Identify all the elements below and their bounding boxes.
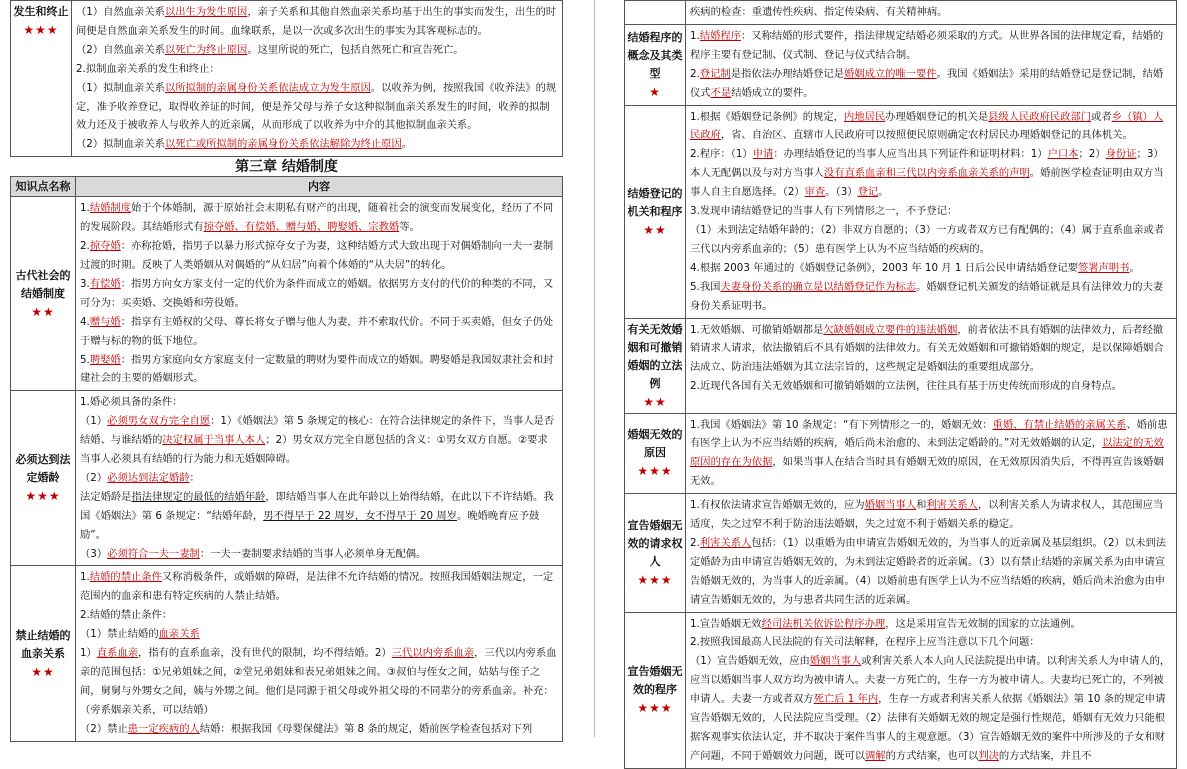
text-segment: （1）宣告婚姻无效，应由	[690, 655, 810, 668]
right-page	[624, 0, 1177, 762]
knowledge-table-right	[624, 0, 1177, 769]
content-cell	[686, 105, 1177, 318]
content-line	[76, 60, 558, 79]
text-segment: 。婚姻登记机关颁发的结婚证就是具有法律效力的夫妻身份关系证明书。	[690, 280, 1164, 312]
highlight-term: 身份证	[1105, 148, 1137, 161]
row-title: 婚姻无效的原因	[627, 428, 683, 460]
row-title-cell	[11, 566, 76, 741]
underlined-term: 指法律规定的最低的结婚年龄	[131, 490, 266, 503]
row-title-cell	[625, 318, 686, 413]
text-segment: ：指男方家庭向女方家庭支付一定数量的聘财为要件而成立的婚姻。聘娶婚是我国奴隶社会和封建社会的主要的婚姻形式。	[80, 353, 554, 385]
knowledge-row	[625, 612, 1177, 768]
text-segment: （1）未到法定结婚年龄的；（2）非双方自愿的；（3）一方或者双方已有配偶的；（4）属于直系血亲或者三代以内旁系血亲的；（5）患有医学上认为不应当结婚的疾病的。	[690, 223, 1165, 255]
highlight-term: 赠与婚	[89, 315, 121, 328]
text-segment: ：指男方向女方家支付一定的代价为条件而成立的婚姻。依据男方支付的代价的种类的不同，又可分为：买卖婚、交换婚和劳役婚。	[80, 277, 554, 309]
top-table	[10, 0, 563, 157]
content-cell	[76, 391, 563, 566]
content-line	[80, 720, 558, 739]
header-name: 知识点名称	[11, 177, 76, 197]
content-line	[690, 534, 1172, 610]
highlight-term: 结婚程序	[699, 29, 742, 42]
text-segment: ：办理结婚登记的当事人应当出具下列证件和证明材料：1）	[773, 148, 1048, 161]
content-line	[76, 135, 558, 154]
knowledge-table	[10, 176, 563, 741]
knowledge-row	[625, 105, 1177, 318]
row-title-cell	[11, 197, 76, 391]
text-segment: 1.	[80, 571, 90, 584]
content-cell	[686, 612, 1177, 768]
row-title-cell	[625, 105, 686, 318]
highlight-term: 乡（镇）人民政府	[690, 110, 1164, 142]
text-segment: 、婚前患有医学上认为不应当结婚的疾病，婚后尚未治愈的、未到法定婚龄的。”对无效婚姻的认定，	[690, 418, 1168, 450]
text-segment: ：	[189, 471, 200, 484]
text-segment: ：亦称抢婚，指男子以暴力形式掠夺女子为妻，这种结婚方式大致出现于对偶婚制向一夫一妻制过渡的时期。反映了人类婚姻从对偶婚的“从妇居”向着个体婚的“从夫居”的转化。	[80, 240, 554, 271]
highlight-term: 婚姻成立的唯一要件	[843, 67, 937, 80]
text-segment: 2.	[690, 67, 700, 80]
text-segment: 。	[878, 186, 889, 199]
star-rating: ★★	[643, 222, 667, 237]
text-segment: 2.拟制血亲关系的发生和终止：	[76, 62, 220, 75]
text-segment: ，如果当事人在结合当时具有婚姻无效的原因，在无效原因消失后，不得再宣告该婚姻无效。	[690, 456, 1164, 488]
text-segment: （2）拟制血亲关系	[76, 138, 165, 151]
chapter-title: 第三章 结婚制度	[235, 159, 338, 176]
highlight-term: 决定权属于当事人本人	[162, 434, 266, 447]
content-line	[80, 199, 558, 237]
content-line	[80, 469, 558, 488]
content-line	[80, 393, 558, 412]
knowledge-row	[625, 318, 1177, 413]
content-line	[690, 496, 1172, 534]
content-cell	[686, 1, 1177, 25]
highlight-term: 直系血亲	[96, 647, 139, 660]
text-segment: 疾病的检查：重遗传性疾病、指定传染病、有关精神病。	[690, 6, 948, 18]
highlight-term: 利害关系人	[926, 499, 978, 512]
text-segment: 包括：（1）以重婚为由申请宣告婚姻无效的，为当事人的近亲属及基层组织。（2）以未到法定婚龄为由申请宣告婚姻无效的，为未到法定婚龄者的近亲属。（3）以有禁止结婚的亲属关系为由申请宣告婚姻无效的，为当事人的近亲属。（4）以婚前患有医学上认为不应当结婚的疾病，婚后尚未治愈为由申请宣告婚姻无效的，为与患者共同生活的近亲属。	[690, 536, 1166, 606]
content-line	[80, 275, 558, 313]
content-line	[690, 65, 1172, 103]
text-segment: 和	[916, 499, 927, 512]
highlight-term: 以死亡为终止原因	[164, 43, 248, 56]
text-segment: 。（3）	[825, 186, 858, 199]
row-title: 古代社会的结婚制度	[15, 268, 71, 300]
highlight-term: 以法定的无效原因的存在为依据	[690, 437, 1164, 469]
row-title: 宣告婚姻无效的请求权人	[627, 518, 683, 568]
highlight-term: 登记制	[699, 67, 731, 80]
text-segment: ，生存一方或者利害关系人依据《婚姻法》第 10 条的规定申请宣告婚姻无效的，人民法院应当受理。（2）法律有关婚姻无效的规定是强行性规范，婚姻有无效力只能根据客观事实依法认定，并不取决于案件当事人的主观意愿。（3）宣告婚姻无效的案件中所涉及的子女和财产问题，不同于婚姻效力问题，既可以	[690, 693, 1166, 762]
content-line	[80, 237, 558, 275]
row-title: 发生和终止	[13, 5, 69, 18]
text-segment: 办理婚姻登记的机关是	[885, 110, 989, 123]
row-title: 必须达到法定婚龄	[15, 453, 71, 485]
text-segment: 法定婚龄是	[80, 490, 132, 503]
highlight-term: 欠缺婚姻成立要件的违法婚姻	[823, 323, 958, 336]
highlight-term: 经司法机关依诉讼程序办理	[761, 617, 886, 630]
text-segment: ；2）	[1078, 148, 1106, 161]
text-segment: ，前者依法不具有婚姻的法律效力，后者经撤销请求人请求，依法撤销后不具有婚姻的法律效力。有关无效婚姻和可撤销婚姻的规定，是以保障婚姻合法成立、防治违法婚姻为其立法宗旨的，这些规定是婚姻法的重要组成部分。	[690, 323, 1164, 374]
highlight-term: 结婚制度	[89, 202, 132, 215]
content-line	[690, 615, 1172, 634]
highlight-term: 必须符合一夫一妻制	[107, 547, 200, 560]
text-segment: 的方式结案，也可以	[885, 749, 979, 762]
highlight-term: 调解	[865, 749, 886, 762]
text-segment: 2.结婚的禁止条件：	[80, 609, 173, 622]
highlight-term: 县级人民政府民政部门	[988, 110, 1092, 123]
text-segment: 1.	[690, 29, 700, 42]
row-title: 结婚登记的机关和程序	[627, 186, 683, 218]
content-line	[690, 652, 1172, 765]
text-segment: 3.发现申请结婚登记的当事人有下列情形之一，不予登记：	[690, 205, 958, 218]
text-segment: 5.	[80, 353, 90, 366]
content-line	[690, 321, 1172, 378]
star-rating: ★★★	[637, 464, 673, 479]
highlight-term: 审查	[804, 186, 826, 199]
text-segment: 始于个体婚制，源于原始社会末期私有财产的出现，随着社会的演变而发展变化，经历了不同的发展阶段。其结婚形式有	[80, 202, 554, 234]
text-segment: 5.我国	[690, 280, 721, 293]
right-rows	[625, 24, 1177, 768]
row-title-cell	[11, 391, 76, 566]
text-segment: ：一夫一妻制要求结婚的当事人必须单身无配偶。	[199, 547, 427, 560]
highlight-term: 掠夺婚、有偿婚、赠与婚、聘娶婚、宗教婚	[203, 221, 400, 234]
content-line	[690, 416, 1172, 492]
left-rows	[11, 197, 563, 741]
text-segment: 。晚婚晚育应予鼓励”。	[80, 509, 540, 541]
content-line	[80, 644, 558, 720]
text-segment: ；3）本人无配偶以及与对方当事人	[690, 148, 1164, 180]
highlight-term: 患一定疾病的人	[127, 722, 200, 735]
text-segment: ：1）《婚姻法》第 5 条规定的核心：在符合法律规定的条件下，当事人是否结婚、与谁结婚的	[80, 415, 555, 447]
knowledge-row	[625, 413, 1177, 494]
content-line	[80, 412, 558, 469]
row-title-cell	[625, 24, 686, 105]
row-title: 宣告婚姻无效的程序	[627, 665, 683, 697]
row-title: 有关无效婚姻和可撤销婚姻的立法例	[627, 322, 683, 390]
text-segment: ，三代以内旁系血亲的范围包括：①兄弟姐妹之间，②堂兄弟姐妹和表兄弟姐妹之间。③叔伯与侄女之间，姑姑与侄子之间，舅舅与外甥女之间，姨与外甥之间。他们是同源于祖父母或外祖父母的不同辈分的旁系血亲。补充：（旁系姻亲关系，可以结婚）	[80, 647, 557, 716]
text-segment: 1.根据《婚姻登记条例》的规定，	[690, 110, 844, 123]
content-line	[80, 625, 558, 644]
highlight-term: 不是	[710, 86, 732, 99]
text-segment: 结婚：根据我国《母婴保健法》第 8 条的规定，婚前医学检查包括对下列	[199, 722, 533, 735]
content-line	[690, 202, 1172, 221]
row-title-cell	[625, 413, 686, 494]
text-segment: 或利害关系人本人向人民法院提出申请。以利害关系人为申请人的，应当以婚姻当事人双方均为被申请人。夫妻一方死亡的，生存一方为被申请人。夫妻均已死亡的，不列被申请人。夫妻一方或者双方	[690, 655, 1171, 706]
highlight-term: 户口本	[1047, 148, 1079, 161]
text-segment: 2.近现代各国有关无效婚姻和可撤销婚姻的立法例，往往具有基于历史传统而形成的自身特点。	[690, 380, 1122, 393]
text-segment: 。	[1129, 261, 1140, 274]
content-line	[80, 488, 558, 545]
text-segment: 1.有权依法请求宣告婚姻无效的，应为	[690, 499, 865, 512]
text-segment: ；2）男女双方完全自愿包括的含义：①男女双方自愿。②要求当事人必须具有结婚的行为能力和无婚姻障碍。	[80, 434, 548, 466]
content-line	[690, 633, 1172, 652]
content-line	[76, 3, 558, 41]
content-line	[690, 377, 1172, 396]
content-line	[80, 351, 558, 389]
text-segment: 又称消极条件，或婚姻的障碍，是法律不允许结婚的情况。按照我国婚姻法规定，一定范围内的血亲和患有特定疾病的人禁止结婚。	[80, 571, 554, 603]
highlight-term: 死亡后 1 年内	[813, 693, 879, 706]
highlight-term: 结婚的禁止条件	[89, 571, 162, 584]
knowledge-row	[11, 391, 563, 566]
text-segment: （2）禁止	[80, 722, 128, 735]
row-title: 禁止结婚的血亲关系	[15, 628, 71, 660]
text-segment: 等。	[399, 221, 420, 234]
text-segment: （1）	[80, 415, 108, 428]
text-segment: （3）	[80, 547, 108, 560]
underlined-term: 男不得早于 22 周岁，女不得早于 20 周岁	[263, 509, 457, 522]
text-segment: （2）	[80, 471, 108, 484]
text-segment: 2.	[80, 240, 90, 253]
highlight-term: 签署声明书	[1077, 261, 1130, 274]
header-content: 内容	[76, 177, 563, 197]
text-segment: ，亲子关系和其他自然血亲关系均基于出生的事实而发生，出生的时间便是自然血亲关系发生的时间。血缘联系，是以一次或多次出生的事实为其客观标志的。	[76, 6, 557, 37]
star-rating: ★★★	[637, 701, 673, 716]
highlight-term: 掠夺婚	[89, 240, 121, 253]
text-segment: ：指享有主婚权的父母、尊长将女子赠与他人为妻，并不索取代价。不同于买卖婚，但女子仍处于赠与标的物的低下地位。	[80, 315, 554, 347]
star-rating: ★★	[31, 304, 55, 319]
text-segment: 2.按照我国最高人民法院的有关司法解释，在程序上应当注意以下几个问题：	[690, 636, 1040, 649]
highlight-term: 婚姻当事人	[864, 499, 917, 512]
text-segment: ，即结婚当事人在此年龄以上始得结婚，在此以下不许结婚。我国《婚姻法》第 6 条规定：“结婚年龄，	[80, 490, 554, 522]
content-line	[690, 278, 1172, 316]
content-cell	[686, 24, 1177, 105]
star-rating: ★★	[643, 394, 667, 409]
text-segment: 。以收养为例，按照我国《收养法》的规定，准予收养登记，取得收养证的时间，便是养父母与养子女这种拟制血亲关系发生的时间，收养的拟制效力还及于被收养人与收养人的近亲属，从而形成了以收养为中介的其他拟制血亲关系。	[76, 81, 557, 132]
content-line	[690, 27, 1172, 65]
highlight-term: 必须达到法定婚龄	[107, 471, 190, 484]
content-line	[76, 79, 558, 136]
text-segment: 1.婚必须具备的条件：	[80, 396, 183, 409]
row-title-cell	[625, 494, 686, 612]
text-segment: 结婚成立的要件。	[731, 86, 814, 99]
text-segment: ：又称结婚的形式要件，指法律规定结婚必须采取的方式。从世界各国的法律规定看，结婚的程序主要有登记制、仪式制、登记与仪式结合制。	[690, 29, 1164, 61]
text-segment: 4.	[80, 315, 90, 328]
highlight-term: 没有直系血亲和三代以内旁系血亲关系的声明	[823, 167, 1030, 180]
star-rating: ★	[649, 84, 661, 99]
highlight-term: 夫妻身份关系的确立是以结婚登记作为标志	[720, 280, 917, 293]
text-segment: 1.我国《婚姻法》第 10 条规定：“有下列情形之一的，婚姻无效：	[690, 418, 993, 431]
text-segment: 。这里所说的死亡，包括自然死亡和宣告死亡。	[247, 43, 464, 56]
highlight-term: 三代以内旁系血亲	[391, 647, 475, 660]
content-line	[690, 259, 1172, 278]
text-segment: 。我国《婚姻法》采用的结婚登记是登记制，结婚仪式	[690, 67, 1164, 99]
content-cell	[72, 1, 563, 157]
text-segment: （1）拟制血亲关系	[76, 81, 165, 94]
star-rating: ★★★	[637, 572, 673, 587]
content-cell	[76, 566, 563, 741]
content-line	[690, 221, 1172, 259]
highlight-term: 以死亡或所拟制的亲属身份关系依法解除为终止原因	[164, 138, 402, 151]
text-segment: 。婚前医学检查证明由双方当事人自主自愿选择。（2）	[690, 167, 1164, 199]
highlight-term: 登记	[857, 186, 879, 199]
row-title-cell	[11, 1, 72, 157]
text-segment: 1.无效婚姻、可撤销婚姻都是	[690, 323, 824, 336]
content-line	[80, 606, 558, 625]
text-segment: 1.	[80, 202, 90, 215]
text-segment: 的方式结案，并且不	[998, 749, 1092, 762]
text-segment: 或者	[1091, 110, 1112, 123]
content-cell	[686, 413, 1177, 494]
row-title: 结婚程序的概念及其类型	[627, 30, 683, 80]
highlight-term: 血亲关系	[158, 628, 200, 641]
highlight-term: 重婚、有禁止结婚的亲属关系	[992, 418, 1127, 431]
highlight-term: 申请	[752, 148, 774, 161]
content-line	[80, 313, 558, 351]
knowledge-row	[625, 24, 1177, 105]
content-line	[690, 145, 1172, 202]
left-page	[10, 0, 563, 737]
text-segment: 是指依法办理结婚登记是	[730, 67, 844, 80]
content-cell	[686, 318, 1177, 413]
text-segment: ，指有的直系血亲，没有世代的限制，均不得结婚。2）	[138, 647, 392, 660]
highlight-term: 内地居民	[843, 110, 886, 123]
text-segment: （2）自然血亲关系	[76, 43, 165, 56]
text-segment: （1）禁止结婚的	[80, 628, 159, 641]
row-title-cell	[625, 612, 686, 768]
knowledge-row	[11, 197, 563, 391]
text-segment: ，这是采用宣告无效制的国家的立法通例。	[885, 617, 1081, 630]
content-cell	[76, 197, 563, 391]
highlight-term: 以出生为发生原因	[164, 6, 248, 18]
highlight-term: 判决	[978, 749, 999, 762]
highlight-term: 利害关系人	[699, 536, 752, 549]
text-segment: 4.根据 2003 年通过的《婚姻登记条例》，2003 年 10 月 1 日后公民申请结婚登记要	[690, 261, 1078, 274]
highlight-term: 以所拟制的亲属身份关系依法成立为发生原因	[164, 81, 371, 94]
text-segment: 3.	[80, 277, 90, 290]
text-segment: 1.宣告婚姻无效	[690, 617, 762, 630]
row-title-cell	[625, 1, 686, 25]
text-segment: 2.程序：（1）	[690, 148, 753, 161]
content-cell	[686, 494, 1177, 612]
star-rating: ★★	[31, 664, 55, 679]
highlight-term: 有偿婚	[89, 277, 121, 290]
star-rating: ★★★	[23, 23, 59, 37]
page-divider	[594, 0, 595, 737]
highlight-term: 必须男女双方完全自愿	[107, 415, 211, 428]
knowledge-row	[11, 566, 563, 741]
text-segment: 2.	[690, 536, 700, 549]
text-segment: ，以利害关系人为请求权人，其范围应当适度，失之过窄不利于防治违法婚姻，失之过宽不利于婚姻关系的稳定。	[690, 499, 1164, 531]
content-line	[690, 108, 1172, 146]
highlight-term: 聘娶婚	[89, 353, 121, 366]
highlight-term: 婚姻当事人	[809, 655, 862, 668]
text-segment: 。	[401, 138, 413, 151]
content-line	[76, 41, 558, 60]
content-line	[690, 3, 1172, 22]
text-segment: ，省、自治区、直辖市人民政府可以按照便民原则确定农村居民办理婚姻登记的具体机关。	[720, 129, 1133, 142]
text-segment: （1）自然血亲关系	[76, 6, 165, 18]
text-segment: 1）	[80, 647, 97, 660]
star-rating: ★★★	[25, 489, 61, 504]
knowledge-row	[625, 494, 1177, 612]
content-line	[80, 545, 558, 564]
content-line	[80, 568, 558, 606]
